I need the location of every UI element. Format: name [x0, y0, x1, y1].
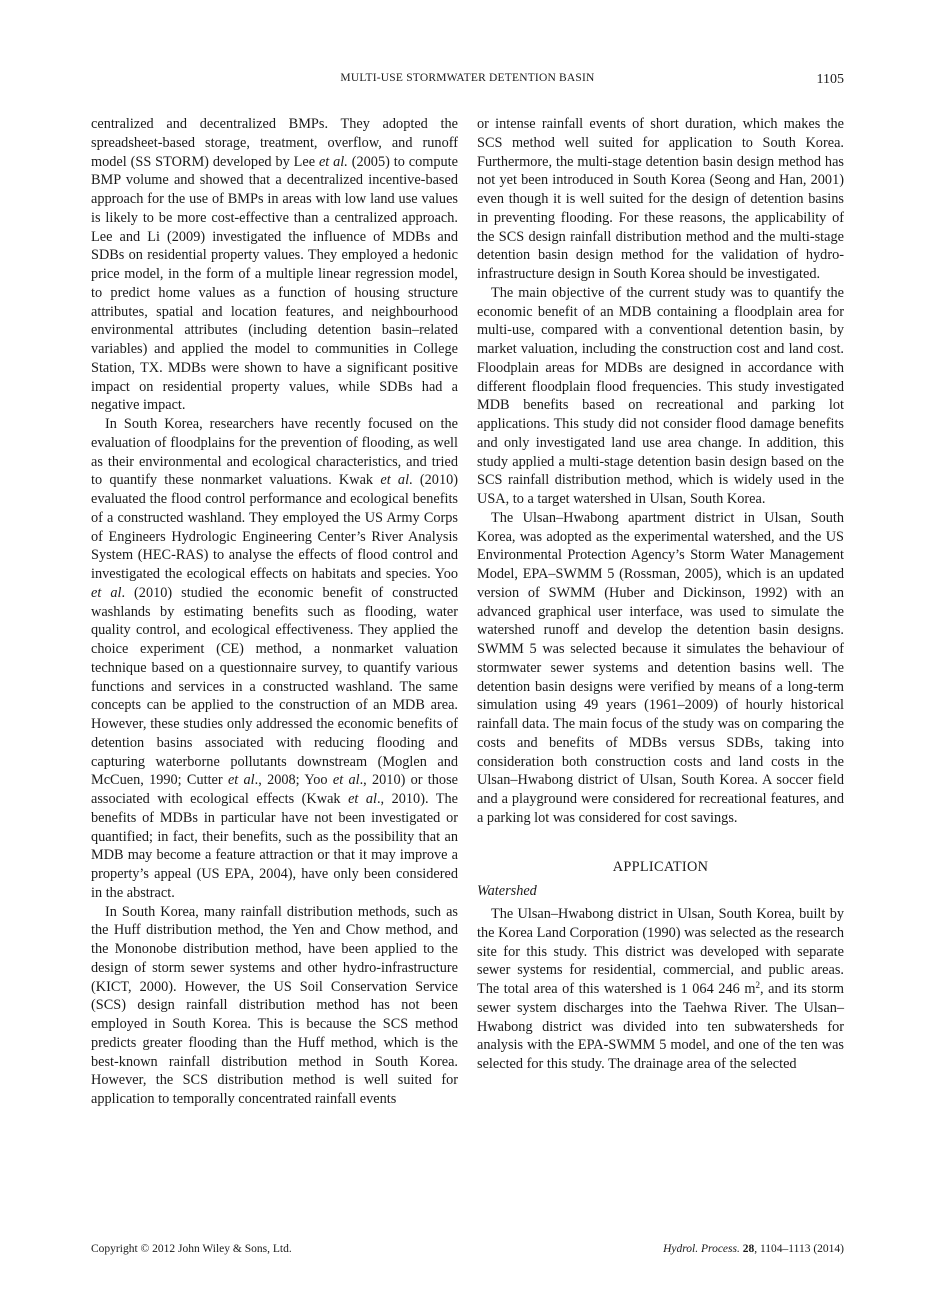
paragraph: In South Korea, researchers have recently focused on the evaluation of floodplains for the prevention of flooding, as well as their environmental and ecological characteristics, and tried to quantify these nonmarket valuations. Kwak et al. (2010) evaluated the flood control performance and ecological benefits of a constructed washland. They employed the US Army Corps of Engineers Hydrologic Engineering Center’s River Analysis System (HEC-RAS) to analyse the effects of flood control and investigated the ecological effects on habitats and species. Yoo et al. (2010) studied the economic benefit of constructed washlands by estimating benefits such as flooding, water quality control, and ecological effectiveness. They applied the choice experiment (CE) method, a nonmarket valuation technique based on a questionnaire survey, to quantify various functions and services in a constructed washland. The same concepts can be applied to the construction of an MDB area. However, these studies only addressed the economic benefits of detention basins associated with reducing flooding and capturing waterborne pollutants downstream (Moglen and McCuen, 1990; Cutter et al., 2008; Yoo et al., 2010) or those associated with ecological effects (Kwak et al., 2010). The benefits of MDBs in particular have not been investigated or quantified; in fact, their benefits, such as the possibility that an MDB may become a feature attraction or that it may improve a property’s appeal (US EPA, 2004), have only been considered in the abstract.: [91, 416, 458, 901]
running-header: [91, 72, 844, 92]
paragraph: The Ulsan–Hwabong district in Ulsan, South Korea, built by the Korea Land Corporation (1990) was selected as the research site for this study. This district was developed with separate sewer systems for residential, commercial, and public areas. The total area of this watershed is 1 064 246 $m^2$, and its storm sewer system discharges into the Taehwa River. The Ulsan–Hwabong district was divided into ten subwatersheds for analysis with the EPA-SWMM 5 model, and one of the ten was selected for this study. The drainage area of the selected: [477, 906, 845, 1072]
citation: [663, 1243, 844, 1255]
right-column: [477, 115, 844, 1074]
copyright: Copyright © 2012 John Wiley & Sons, Ltd.: [91, 1243, 292, 1255]
paragraph: The main objective of the current study was to quantify the economic benefit of an MDB containing a floodplain area for multi-use, compared with a conventional detention basin, by market valuation, including the construction cost and land cost. Floodplain areas for MDBs are designed in accordance with different floodplain flood frequencies. This study investigated MDB benefits based on recreational and parking lot applications. This study did not consider flood damage benefits and only investigated land use area change. In addition, this study applied a multi-stage detention basin design based on the SCS rainfall distribution method, which is widely used in the USA, to a target watershed in Ulsan, South Korea.: [477, 284, 844, 507]
pages-year: , 1104–1113 (2014): [754, 1243, 844, 1255]
paragraph: The Ulsan–Hwabong apartment district in Ulsan, South Korea, was adopted as the experimental watershed, and the US Environmental Protection Agency’s Storm Water Management Model, EPA–SWMM 5 (Rossman, 2005), which is an updated version of SWMM (Huber and Dickinson, 1992) with an advanced graphical user interface, was used to simulate the watershed runoff and develop the detention basin designs. SWMM 5 was selected because it simulates the behaviour of stormwater sewer systems and detention basins well. The detention basin designs were verified by means of a long-term simulation using 49 years (1961–2009) of hourly historical rainfall data. The main focus of the study was on comparing the costs and benefits of MDBs versus SDBs, taking into consideration both construction costs and land costs in the Ulsan–Hwabong district of Ulsan, South Korea. A soccer field and a playground were considered for recreational features, and a parking lot was considered for cost savings.: [477, 509, 844, 826]
running-title: MULTI-USE STORMWATER DETENTION BASIN: [340, 72, 595, 84]
subsection-heading: Watershed: [477, 883, 537, 900]
left-column: [91, 115, 458, 1109]
section-heading: APPLICATION: [612, 858, 709, 875]
paragraph: or intense rainfall events of short duration, which makes the SCS method well suited for application to South Korea. Furthermore, the multi-stage detention basin design method has not yet been introduced in South Korea (Seong and Han, 2001) even though it is well suited for the design of detention basins in preventing flooding. For these reasons, the applicability of the SCS design rainfall distribution method and the multi-stage detention basin design method for the validation of hydro-infrastructure design in South Korea should be investigated.: [477, 116, 844, 282]
paragraph: In South Korea, many rainfall distribution methods, such as the Huff distribution method, the Yen and Chow method, and the Mononobe distribution method, have been applied to the design of storm sewer systems and other hydro-infrastructure (KICT, 2000). However, the US Soil Conservation Service (SCS) design rainfall distribution method has not been employed in South Korea. This is because the SCS method predicts greater flooding than the Huff method, which is the best-known rainfall distribution method in South Korea. However, the SCS distribution method is well suited for application to temporally concentrated rainfall events: [91, 903, 458, 1107]
page-number: 1105: [816, 72, 844, 87]
journal-name: Hydrol. Process.: [663, 1243, 740, 1255]
paragraph: centralized and decentralized BMPs. They adopted the spreadsheet-based storage, treatment, overflow, and runoff model (SS STORM) developed by Lee et al. (2005) to compute BMP volume and showed that a decentralized incentive-based approach for the use of BMPs in areas with low land use values is likely to be more cost-effective than a centralized approach. Lee and Li (2009) investigated the influence of MDBs and SDBs on residential property values. They employed a hedonic price model, in the form of a multiple linear regression model, to predict home values as a function of housing structure attributes, spatial and location features, and neighbourhood environmental attributes (including detention basin–related variables) and applied the model to communities in College Station, TX. MDBs were shown to have a significant positive impact on residential property values, while SDBs had a negative impact.: [91, 116, 458, 414]
volume: 28: [742, 1243, 755, 1255]
